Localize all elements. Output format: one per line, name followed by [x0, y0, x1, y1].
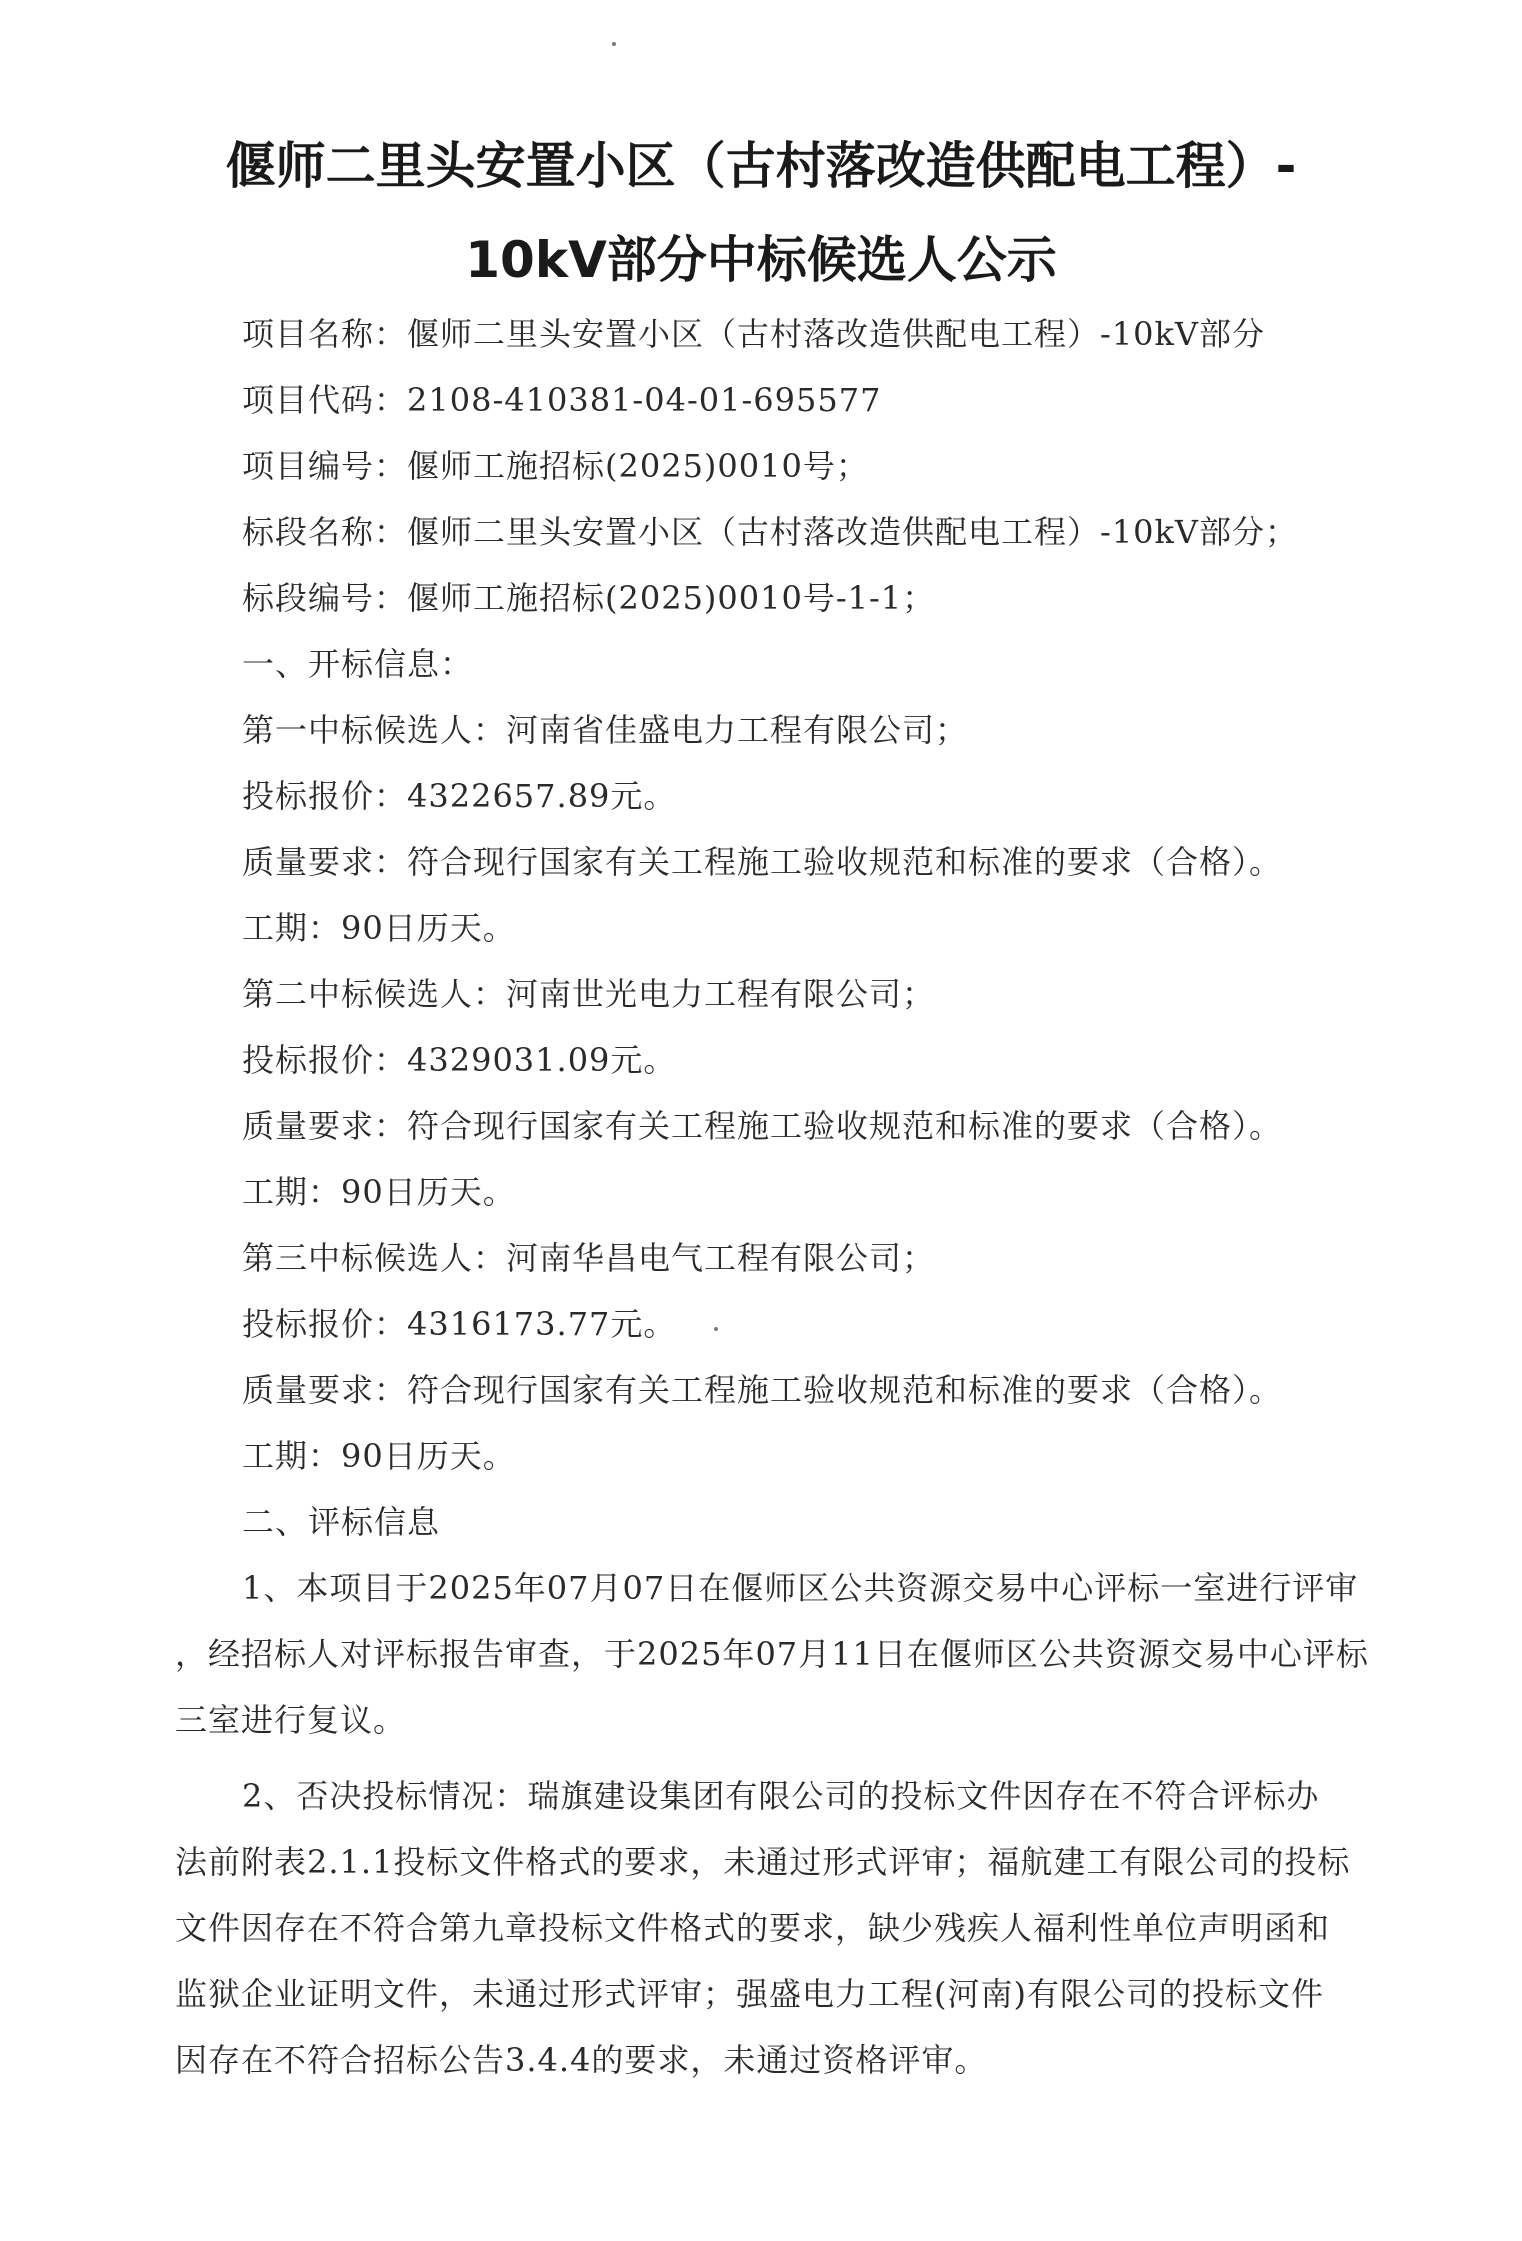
- project-number: 项目编号：偃师工施招标(2025)0010号；: [242, 447, 869, 485]
- evaluation-paragraph-2-line-3: 文件因存在不符合第九章投标文件格式的要求，缺少残疾人福利性单位声明函和: [175, 1909, 1331, 1947]
- candidate-2-period: 工期：90日历天。: [242, 1173, 516, 1211]
- scan-speck: [612, 42, 616, 46]
- candidate-1-price: 投标报价：4322657.89元。: [242, 777, 677, 815]
- section-number: 标段编号：偃师工施招标(2025)0010号-1-1；: [242, 579, 936, 617]
- project-code: 项目代码：2108-410381-04-01-695577: [242, 381, 882, 419]
- section-name: 标段名称：偃师二里头安置小区（古村落改造供配电工程）-10kV部分；: [242, 513, 1299, 551]
- candidate-3-quality: 质量要求：符合现行国家有关工程施工验收规范和标准的要求（合格）。: [242, 1371, 1283, 1409]
- candidate-3-price: 投标报价：4316173.77元。: [242, 1305, 677, 1343]
- evaluation-paragraph-1-line-1: 1、本项目于2025年07月07日在偃师区公共资源交易中心评标一室进行评审: [242, 1569, 1359, 1607]
- evaluation-paragraph-2-line-5: 因存在不符合招标公告3.4.4的要求，未通过资格评审。: [175, 2041, 988, 2079]
- opening-info-heading: 一、开标信息：: [242, 645, 474, 683]
- candidate-3-name: 第三中标候选人：河南华昌电气工程有限公司；: [242, 1239, 936, 1277]
- evaluation-paragraph-1-line-3: 三室进行复议。: [175, 1701, 407, 1739]
- scan-speck: [714, 1327, 718, 1331]
- evaluation-paragraph-2-line-1: 2、否决投标情况：瑞旗建设集团有限公司的投标文件因存在不符合评标办: [242, 1777, 1320, 1815]
- candidate-3-period: 工期：90日历天。: [242, 1437, 516, 1475]
- evaluation-paragraph-2-line-4: 监狱企业证明文件，未通过形式评审；强盛电力工程(河南)有限公司的投标文件: [175, 1975, 1324, 2013]
- candidate-2-price: 投标报价：4329031.09元。: [242, 1041, 677, 1079]
- evaluation-paragraph-2-line-2: 法前附表2.1.1投标文件格式的要求，未通过形式评审；福航建工有限公司的投标: [175, 1843, 1351, 1881]
- project-name: 项目名称：偃师二里头安置小区（古村落改造供配电工程）-10kV部分: [242, 315, 1266, 353]
- evaluation-paragraph-1-line-2: ，经招标人对评标报告审查，于2025年07月11日在偃师区公共资源交易中心评标: [175, 1635, 1369, 1673]
- evaluation-info-heading: 二、评标信息: [242, 1503, 441, 1541]
- candidate-1-period: 工期：90日历天。: [242, 909, 516, 947]
- candidate-1-quality: 质量要求：符合现行国家有关工程施工验收规范和标准的要求（合格）。: [242, 843, 1283, 881]
- document-title-line-2: 10kV部分中标候选人公示: [465, 231, 1057, 289]
- candidate-1-name: 第一中标候选人：河南省佳盛电力工程有限公司；: [242, 711, 969, 749]
- candidate-2-name: 第二中标候选人：河南世光电力工程有限公司；: [242, 975, 936, 1013]
- document-title-line-1: 偃师二里头安置小区（古村落改造供配电工程）-: [225, 137, 1297, 195]
- candidate-2-quality: 质量要求：符合现行国家有关工程施工验收规范和标准的要求（合格）。: [242, 1107, 1283, 1145]
